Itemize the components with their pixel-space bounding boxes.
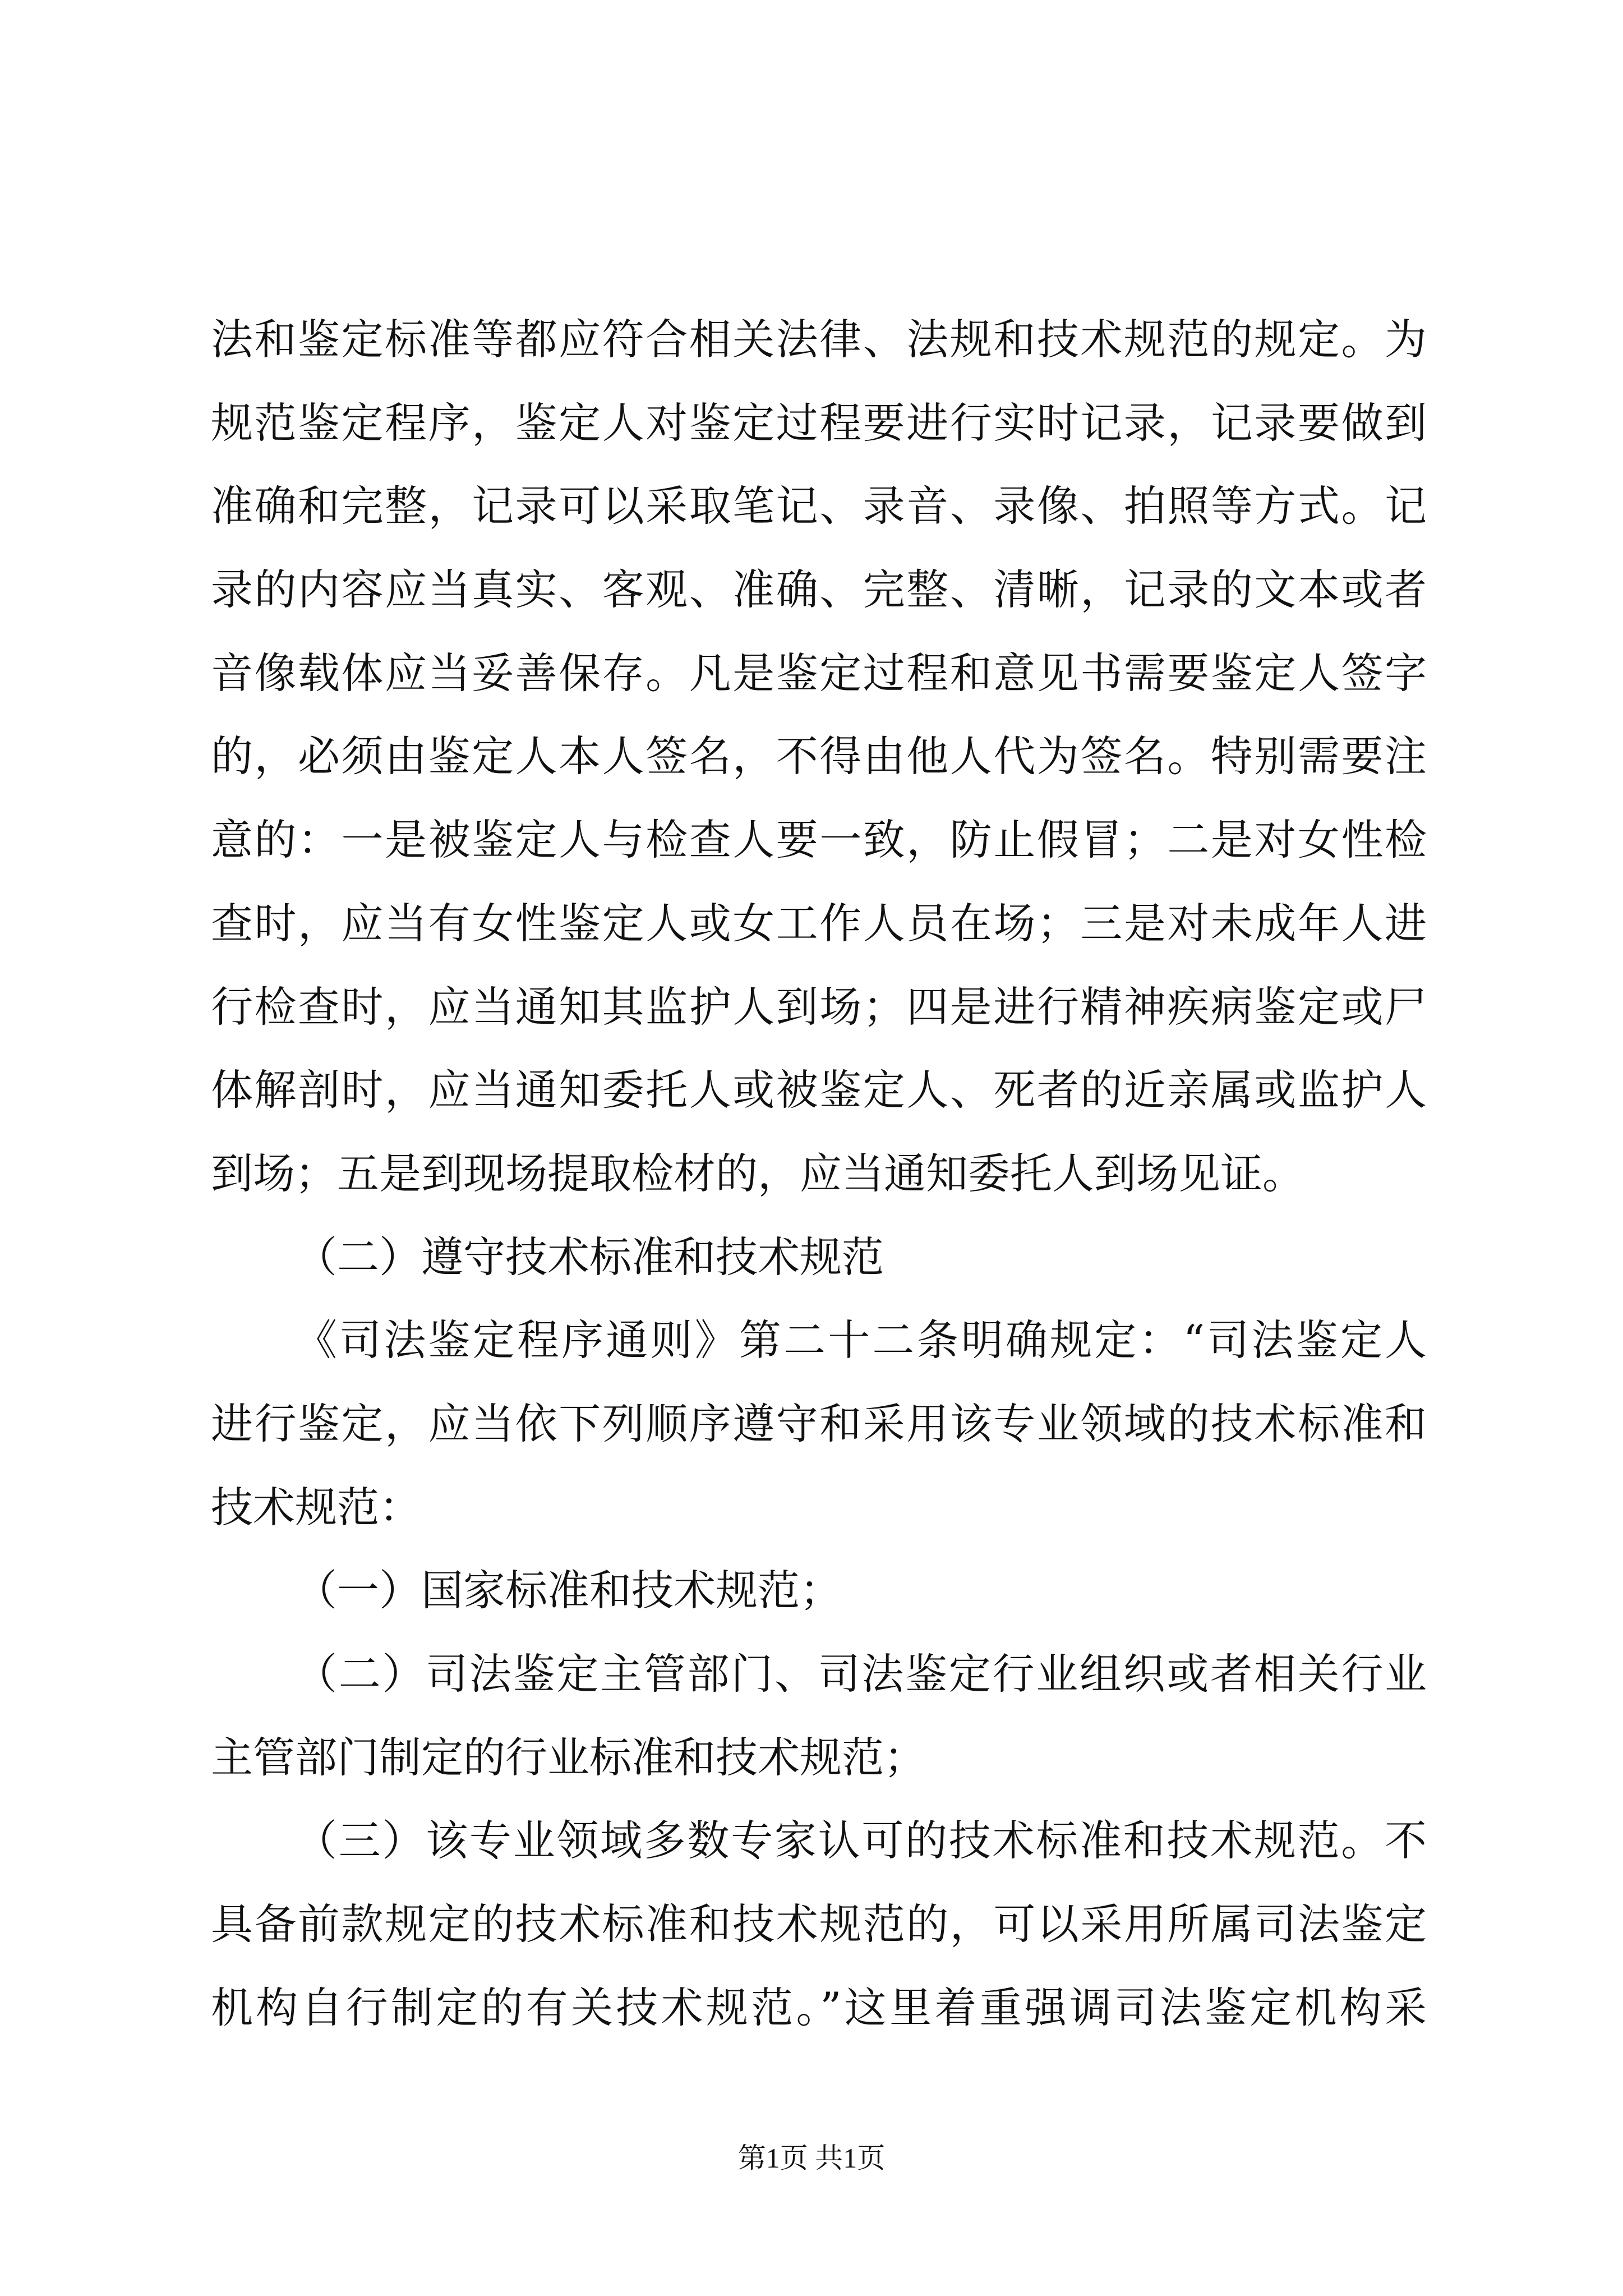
text-line: 规范鉴定程序，鉴定人对鉴定过程要进行实时记录，记录要做到 — [211, 398, 1427, 448]
text-line: 录的内容应当真实、客观、准确、完整、清晰，记录的文本或者 — [211, 565, 1427, 615]
text-line: 进行鉴定，应当依下列顺序遵守和采用该专业领域的技术标准和 — [211, 1398, 1427, 1448]
text-line: 《司法鉴定程序通则》第二十二条明确规定：“司法鉴定人 — [295, 1315, 1427, 1365]
paragraph — [211, 298, 1427, 1216]
text-line: 查时，应当有女性鉴定人或女工作人员在场；三是对未成年人进 — [211, 898, 1427, 948]
paragraph — [211, 1299, 1427, 1549]
text-line: 音像载体应当妥善保存。凡是鉴定过程和意见书需要鉴定人签字 — [211, 648, 1427, 698]
text-line: 技术规范： — [211, 1482, 422, 1532]
text-line: （一）国家标准和技术规范； — [295, 1566, 842, 1616]
text-line: （二）司法鉴定主管部门、司法鉴定行业组织或者相关行业 — [295, 1649, 1427, 1699]
document-body — [211, 298, 1427, 2049]
text-line: 准确和完整，记录可以采取笔记、录音、录像、拍照等方式。记 — [211, 481, 1427, 531]
text-line: 法和鉴定标准等都应符合相关法律、法规和技术规范的规定。为 — [211, 315, 1427, 364]
text-line: 体解剖时，应当通知委托人或被鉴定人、死者的近亲属或监护人 — [211, 1065, 1427, 1115]
page-footer: 第1页 共1页 — [737, 2142, 886, 2174]
text-line: 到场；五是到现场提取检材的，应当通知委托人到场见证。 — [211, 1148, 1305, 1198]
text-line: 主管部门制定的行业标准和技术规范； — [211, 1732, 926, 1782]
section-heading — [211, 1216, 1427, 1299]
text-line: 具备前款规定的技术标准和技术规范的，可以采用所属司法鉴定 — [211, 1899, 1427, 1949]
list-item — [211, 1549, 1427, 1632]
text-line: （三）该专业领域多数专家认可的技术标准和技术规范。不 — [295, 1816, 1427, 1866]
list-item — [211, 1799, 1427, 2049]
list-item — [211, 1632, 1427, 1799]
heading-line: （二）遵守技术标准和技术规范 — [295, 1232, 884, 1282]
text-line: 机构自行制定的有关技术规范。”这里着重强调司法鉴定机构采 — [211, 1982, 1427, 2032]
text-line: 意的：一是被鉴定人与检查人要一致，防止假冒；二是对女性检 — [211, 815, 1427, 865]
text-line: 的，必须由鉴定人本人签名，不得由他人代为签名。特别需要注 — [211, 731, 1427, 781]
text-line: 行检查时，应当通知其监护人到场；四是进行精神疾病鉴定或尸 — [211, 982, 1427, 1032]
